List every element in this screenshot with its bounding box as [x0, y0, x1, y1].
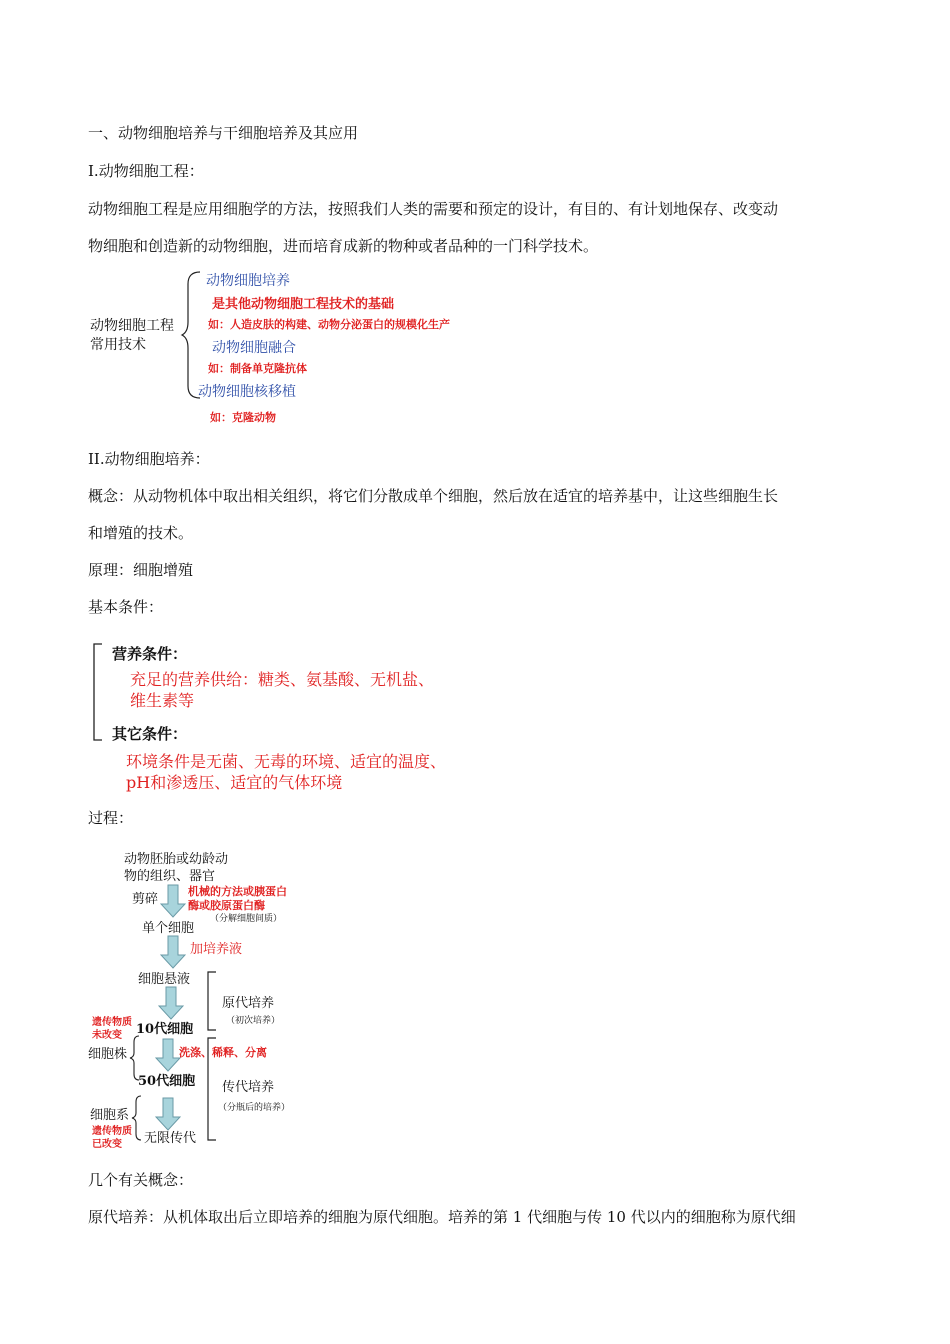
tech-transfer-example: 如：克隆动物 — [210, 411, 276, 424]
concept-line2: 和增殖的技术。 — [88, 524, 194, 542]
nutrition-line1: 充足的营养供给：糖类、氨基酸、无机盐、 — [130, 670, 435, 689]
process-enzyme-note: （分解细胞间质） — [210, 914, 283, 924]
process-enzyme-line1: 机械的方法或胰蛋白 — [188, 885, 287, 898]
nutrition-label: 营养条件： — [112, 645, 188, 663]
tech-culture-example: 如：人造皮肤的构建、动物分泌蛋白的规模化生产 — [208, 318, 450, 331]
section1-title: I.动物细胞工程： — [88, 162, 204, 180]
page-heading: 一、动物细胞培养与干细胞培养及其应用 — [88, 124, 359, 142]
process-cell-strain: 细胞株 — [88, 1047, 128, 1062]
process-gen50: 50代细胞 — [138, 1074, 196, 1089]
primary-definition: 原代培养：从机体取出后立即培养的细胞为原代细胞。培养的第 1 代细胞与传 10 代以内的细胞称为原代细 — [88, 1208, 796, 1226]
process-primary: 原代培养 — [222, 996, 275, 1011]
subculture-bracket — [204, 1036, 220, 1142]
cell-line-note-line1: 遗传物质 — [92, 1126, 132, 1137]
down-arrow-icon — [155, 1097, 181, 1131]
process-primary-note: （初次培养） — [226, 1016, 281, 1026]
section1-para-line2: 物细胞和创造新的动物细胞，进而培育成新的物种或者品种的一门科学技术。 — [88, 237, 599, 255]
section1-para-line1: 动物细胞工程是应用细胞学的方法，按照我们人类的需要和预定的设计，有目的、有计划地保存、改变动 — [88, 200, 779, 218]
concepts-title: 几个有关概念： — [88, 1171, 194, 1189]
down-arrow-icon — [160, 884, 186, 918]
process-infinite: 无限传代 — [144, 1131, 197, 1146]
other-label: 其它条件： — [112, 725, 188, 743]
conditions-bracket — [88, 642, 106, 742]
gen10-note-line1: 遗传物质 — [92, 1017, 132, 1028]
nutrition-line2: 维生素等 — [130, 691, 195, 710]
process-cell-line: 细胞系 — [90, 1108, 130, 1123]
down-arrow-icon — [160, 935, 186, 969]
other-line1: 环境条件是无菌、无毒的环境、适宜的温度、 — [126, 752, 447, 771]
process-gen10: 10代细胞 — [136, 1022, 194, 1037]
process-title: 过程： — [88, 809, 134, 827]
tech-transfer: 动物细胞核移植 — [198, 384, 296, 400]
process-suspension: 细胞悬液 — [138, 972, 191, 987]
tech-fusion: 动物细胞融合 — [212, 340, 296, 356]
concept-line1: 概念：从动物机体中取出相关组织，将它们分散成单个细胞，然后放在适宜的培养基中，让这些细胞生长 — [88, 487, 779, 505]
process-start-line2: 物的组织、器官 — [124, 869, 216, 884]
process-mince: 剪碎 — [132, 892, 159, 907]
tech-culture: 动物细胞培养 — [206, 273, 290, 289]
process-enzyme-line2: 酶或胶原蛋白酶 — [188, 899, 265, 912]
process-subculture-note: （分瓶后的培养） — [218, 1103, 291, 1113]
tech-culture-note: 是其他动物细胞工程技术的基础 — [212, 297, 395, 312]
process-start-line1: 动物胚胎或幼龄动 — [124, 852, 229, 867]
principle: 原理：细胞增殖 — [88, 561, 194, 579]
process-subculture: 传代培养 — [222, 1080, 275, 1095]
tech-root-line2: 常用技术 — [90, 337, 146, 353]
tech-fusion-example: 如：制备单克隆抗体 — [208, 362, 307, 375]
down-arrow-icon — [158, 986, 184, 1020]
other-line2: pH和渗透压、适宜的气体环境 — [126, 773, 343, 792]
process-single-cell: 单个细胞 — [142, 921, 195, 936]
cell-line-brace — [130, 1094, 144, 1142]
primary-bracket — [204, 970, 220, 1032]
cell-line-note-line2: 已改变 — [92, 1139, 122, 1150]
tech-root-line1: 动物细胞工程 — [90, 318, 174, 334]
process-wash: 洗涤、稀释、分离 — [179, 1046, 267, 1059]
gen10-note-line2: 未改变 — [92, 1030, 122, 1041]
section2-title: II.动物细胞培养： — [88, 450, 210, 468]
down-arrow-icon — [155, 1038, 181, 1072]
process-add-medium: 加培养液 — [190, 942, 243, 957]
conditions-title: 基本条件： — [88, 598, 164, 616]
